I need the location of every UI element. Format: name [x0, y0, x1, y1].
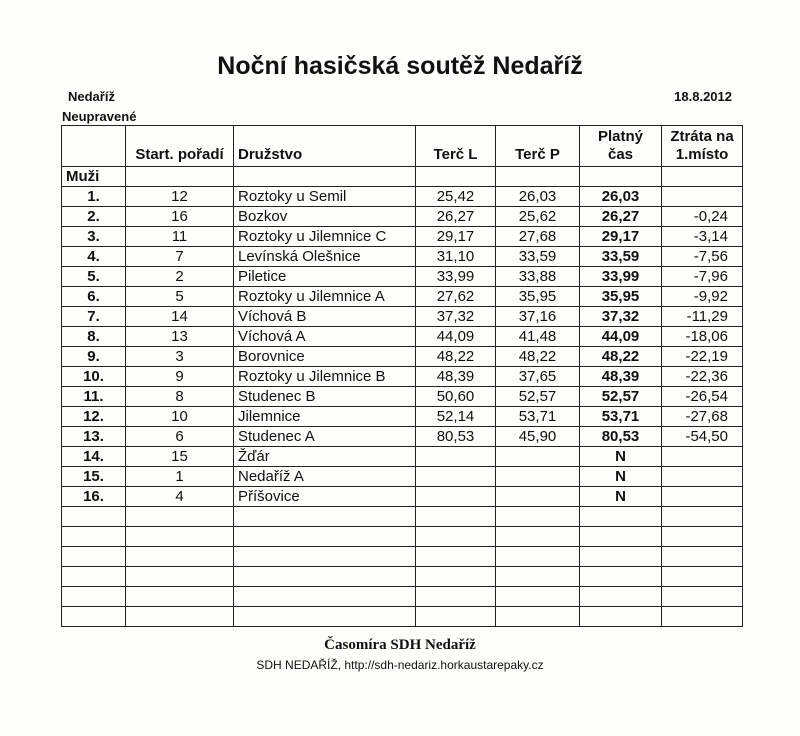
loss-cell [662, 487, 743, 507]
start-order-cell: 11 [126, 227, 234, 247]
table-row [62, 447, 743, 467]
target-left-cell: 25,42 [416, 187, 496, 207]
table-row [62, 187, 743, 207]
start-order-cell: 10 [126, 407, 234, 427]
table-row [62, 367, 743, 387]
valid-time-cell: 48,39 [580, 367, 662, 387]
target-right-cell: 33,88 [496, 267, 580, 287]
loss-cell [662, 447, 743, 467]
valid-time-cell: 44,09 [580, 327, 662, 347]
start-order-cell: 14 [126, 307, 234, 327]
table-row [62, 307, 743, 327]
rank-cell: 14. [62, 447, 126, 467]
category-label: Muži [62, 167, 126, 187]
team-cell: Příšovice [234, 487, 416, 507]
target-right-cell: 48,22 [496, 347, 580, 367]
start-order-cell: 13 [126, 327, 234, 347]
table-row [62, 227, 743, 247]
valid-time-cell: 52,57 [580, 387, 662, 407]
table-header-row [62, 126, 743, 167]
document-title: Noční hasičská soutěž Nedaříž [217, 52, 583, 80]
rank-cell: 11. [62, 387, 126, 407]
start-order-cell: 3 [126, 347, 234, 367]
team-cell: Borovnice [234, 347, 416, 367]
team-cell: Roztoky u Jilemnice B [234, 367, 416, 387]
empty-row [62, 547, 743, 567]
valid-time-cell: 37,32 [580, 307, 662, 327]
loss-cell: -18,06 [662, 327, 743, 347]
target-left-cell: 31,10 [416, 247, 496, 267]
rank-cell: 7. [62, 307, 126, 327]
loss-cell: -7,56 [662, 247, 743, 267]
rank-cell: 15. [62, 467, 126, 487]
start-order-cell: 7 [126, 247, 234, 267]
start-order-cell: 12 [126, 187, 234, 207]
target-left-cell: 27,62 [416, 287, 496, 307]
target-left-cell: 29,17 [416, 227, 496, 247]
team-cell: Víchová B [234, 307, 416, 327]
table-row [62, 487, 743, 507]
header-valid-time: Platný čas [580, 126, 662, 167]
valid-time-cell: N [580, 467, 662, 487]
header-target-right: Terč P [496, 126, 580, 167]
valid-time-cell: 33,59 [580, 247, 662, 267]
target-right-cell: 26,03 [496, 187, 580, 207]
loss-cell: -9,92 [662, 287, 743, 307]
valid-time-cell: 26,03 [580, 187, 662, 207]
table-row [62, 247, 743, 267]
rank-cell: 9. [62, 347, 126, 367]
target-left-cell: 37,32 [416, 307, 496, 327]
team-cell: Roztoky u Jilemnice A [234, 287, 416, 307]
team-cell: Nedaříž A [234, 467, 416, 487]
target-right-cell: 35,95 [496, 287, 580, 307]
target-right-cell: 37,65 [496, 367, 580, 387]
target-left-cell [416, 487, 496, 507]
target-left-cell: 80,53 [416, 427, 496, 447]
table-row [62, 267, 743, 287]
team-cell: Roztoky u Semil [234, 187, 416, 207]
header-loss-to-first: Ztráta na 1.místo [662, 126, 743, 167]
valid-time-cell: 29,17 [580, 227, 662, 247]
rank-cell: 13. [62, 427, 126, 447]
target-left-cell: 44,09 [416, 327, 496, 347]
empty-row [62, 607, 743, 627]
rank-cell: 3. [62, 227, 126, 247]
table-row [62, 387, 743, 407]
rank-cell: 16. [62, 487, 126, 507]
header-team: Družstvo [234, 126, 416, 167]
start-order-cell: 8 [126, 387, 234, 407]
footer-website: SDH NEDAŘÍŽ, http://sdh-nedariz.horkaustarepaky.cz [256, 658, 544, 672]
rank-cell: 5. [62, 267, 126, 287]
results-table [61, 125, 743, 627]
loss-cell [662, 467, 743, 487]
table-row [62, 287, 743, 307]
results-type-label: Neupravené [62, 109, 137, 124]
empty-row [62, 527, 743, 547]
empty-row [62, 507, 743, 527]
target-right-cell [496, 447, 580, 467]
valid-time-cell: N [580, 487, 662, 507]
team-cell: Víchová A [234, 327, 416, 347]
valid-time-cell: 33,99 [580, 267, 662, 287]
target-left-cell: 50,60 [416, 387, 496, 407]
start-order-cell: 4 [126, 487, 234, 507]
target-left-cell: 26,27 [416, 207, 496, 227]
place-label: Nedaříž [68, 89, 115, 104]
start-order-cell: 6 [126, 427, 234, 447]
start-order-cell: 2 [126, 267, 234, 287]
table-row [62, 327, 743, 347]
target-right-cell: 41,48 [496, 327, 580, 347]
team-cell: Studenec B [234, 387, 416, 407]
loss-cell: -54,50 [662, 427, 743, 447]
loss-cell: -26,54 [662, 387, 743, 407]
valid-time-cell: 26,27 [580, 207, 662, 227]
loss-cell: -0,24 [662, 207, 743, 227]
table-row [62, 347, 743, 367]
table-row [62, 207, 743, 227]
target-right-cell [496, 467, 580, 487]
target-right-cell: 33,59 [496, 247, 580, 267]
valid-time-cell: 53,71 [580, 407, 662, 427]
rank-cell: 10. [62, 367, 126, 387]
rank-cell: 2. [62, 207, 126, 227]
loss-cell: -22,36 [662, 367, 743, 387]
loss-cell [662, 187, 743, 207]
rank-cell: 1. [62, 187, 126, 207]
rank-cell: 8. [62, 327, 126, 347]
date-label: 18.8.2012 [674, 89, 732, 104]
header-start-order: Start. pořadí [126, 126, 234, 167]
target-right-cell: 52,57 [496, 387, 580, 407]
loss-cell: -11,29 [662, 307, 743, 327]
rank-cell: 4. [62, 247, 126, 267]
valid-time-cell: 48,22 [580, 347, 662, 367]
start-order-cell: 9 [126, 367, 234, 387]
target-right-cell: 27,68 [496, 227, 580, 247]
loss-cell: -7,96 [662, 267, 743, 287]
team-cell: Piletice [234, 267, 416, 287]
team-cell: Roztoky u Jilemnice C [234, 227, 416, 247]
rank-cell: 12. [62, 407, 126, 427]
team-cell: Levínská Olešnice [234, 247, 416, 267]
target-left-cell [416, 447, 496, 467]
target-left-cell [416, 467, 496, 487]
target-right-cell: 25,62 [496, 207, 580, 227]
target-left-cell: 33,99 [416, 267, 496, 287]
loss-cell: -22,19 [662, 347, 743, 367]
loss-cell: -27,68 [662, 407, 743, 427]
target-right-cell: 37,16 [496, 307, 580, 327]
target-left-cell: 48,39 [416, 367, 496, 387]
target-right-cell: 45,90 [496, 427, 580, 447]
start-order-cell: 16 [126, 207, 234, 227]
team-cell: Jilemnice [234, 407, 416, 427]
team-cell: Žďár [234, 447, 416, 467]
empty-row [62, 587, 743, 607]
category-row [62, 167, 743, 187]
start-order-cell: 15 [126, 447, 234, 467]
valid-time-cell: N [580, 447, 662, 467]
team-cell: Studenec A [234, 427, 416, 447]
loss-cell: -3,14 [662, 227, 743, 247]
target-left-cell: 48,22 [416, 347, 496, 367]
header-target-left: Terč L [416, 126, 496, 167]
rank-cell: 6. [62, 287, 126, 307]
table-row [62, 427, 743, 447]
target-right-cell: 53,71 [496, 407, 580, 427]
timing-credit: Časomíra SDH Nedaříž [324, 637, 476, 653]
target-left-cell: 52,14 [416, 407, 496, 427]
start-order-cell: 1 [126, 467, 234, 487]
team-cell: Bozkov [234, 207, 416, 227]
empty-row [62, 567, 743, 587]
valid-time-cell: 80,53 [580, 427, 662, 447]
header-rank [62, 126, 126, 167]
table-row [62, 467, 743, 487]
start-order-cell: 5 [126, 287, 234, 307]
target-right-cell [496, 487, 580, 507]
table-row [62, 407, 743, 427]
valid-time-cell: 35,95 [580, 287, 662, 307]
